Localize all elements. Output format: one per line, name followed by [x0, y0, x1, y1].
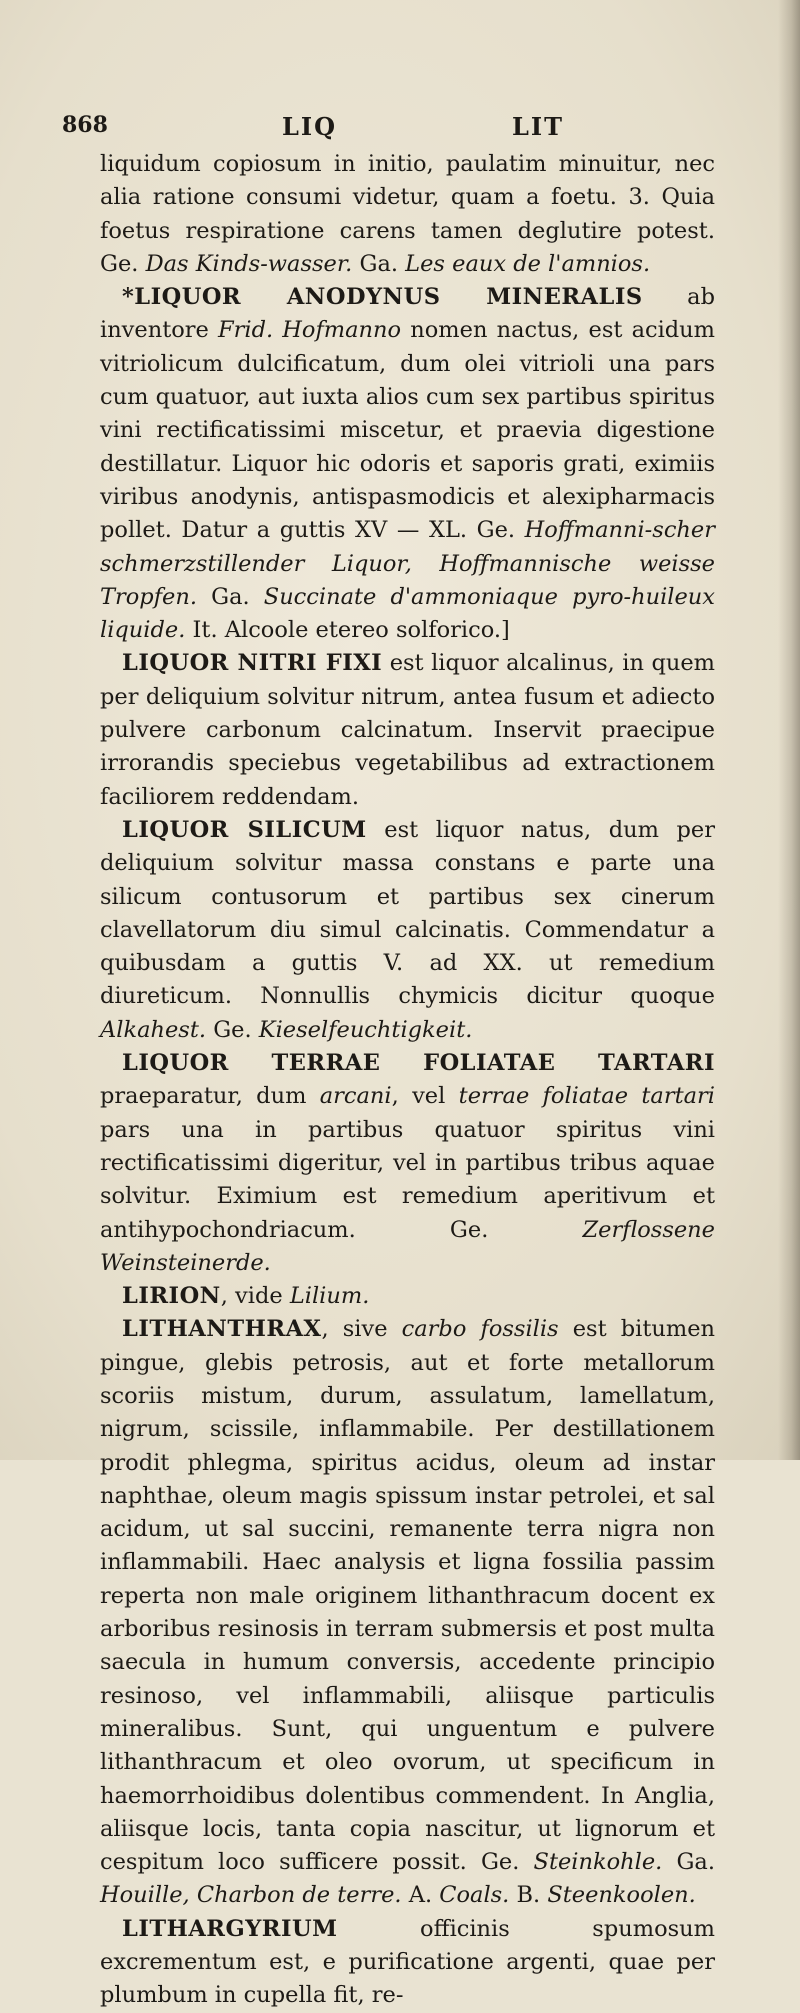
italic-text: Das Kinds-wasser. — [145, 250, 353, 277]
page-edge-shadow — [778, 0, 800, 1460]
italic-text: Coals. — [439, 1882, 510, 1909]
dictionary-entry — [100, 1313, 715, 1912]
entry-text: nomen nactus, est acidum vitriolicum dulcificatum, dum olei vitrioli una pars cum quatuor, aut iuxta alios cum sex partibus spiritus vini rectificatissimi miscetur, et praevia digestione destillatur. Liquor hic odoris et saporis grati, eximiis viribus anodynis, antispasmodicis et alexipharmacis pollet. Datur a guttis XV — XL. Ge. — [100, 317, 716, 544]
entry-text: est liquor alcalinus, in quem per deliquium solvitur nitrum, antea fusum et adiecto pulvere carbonum calcinatum. Inservit praecipue irrorandis speciebus vegetabilibus ad extractionem faciliorem reddendam. — [100, 650, 715, 810]
dictionary-entry — [100, 647, 715, 813]
italic-text: terrae foliatae tartari — [458, 1083, 715, 1110]
entry-text: Ga. — [662, 1849, 715, 1876]
italic-text: carbo fossilis — [401, 1316, 559, 1343]
running-header — [0, 112, 800, 152]
entry-text: est liquor natus, dum per deliquium solvitur massa constans e parte una silicum contusorum et partibus sex cinerum clavellatorum diu simul calcinatis. Commendatur a quibusdam a guttis V. ad XX. ut remedium diureticum. Nonnullis chymicis dicitur quoque — [100, 816, 715, 1010]
entry-headword: LIQUOR NITRI FIXI — [122, 650, 383, 677]
italic-text: Succinate d'ammoniaque pyro-huileux liquide. — [100, 583, 715, 644]
entry-continuation — [100, 148, 715, 281]
entry-text: A. — [401, 1882, 440, 1909]
italic-text: Steinkohle. — [533, 1849, 663, 1876]
page-number: 868 — [62, 112, 108, 138]
dictionary-entry — [100, 281, 715, 647]
right-guide-word: LIT — [512, 112, 564, 141]
entry-text: officinis spumosum excrementum est, e purificatione argenti, quae per plumbum in cupella fit, re- — [100, 1915, 715, 2009]
entry-text: pars una in partibus quatuor spiritus vini rectificatissimi digeritur, vel in partibus tribus aquae solvitur. Eximium est remedium aperitivum et antihypochondriacum. Ge. — [100, 1116, 715, 1243]
italic-text: Steenkoolen. — [547, 1882, 696, 1909]
left-guide-word: LIQ — [282, 112, 338, 141]
entry-headword: LITHARGYRIUM — [122, 1915, 338, 1942]
entry-headword: LIQUOR TERRAE FOLIATAE TARTARI — [122, 1050, 715, 1077]
italic-text: Kieselfeuchtigkeit. — [258, 1016, 473, 1043]
dictionary-body — [100, 148, 715, 2013]
entry-headword: LITHANTHRAX — [122, 1316, 322, 1343]
italic-text: Zerflossene Weinsteinerde. — [100, 1216, 715, 1276]
dictionary-entry — [100, 1047, 715, 1280]
entry-headword: LIRION — [122, 1283, 221, 1310]
dictionary-entry — [100, 814, 715, 1047]
entry-text: ab inventore — [100, 284, 715, 344]
entry-headword: *LIQUOR ANODYNUS MINERALIS — [122, 284, 643, 311]
italic-text: Les eaux de l'amnios. — [405, 250, 651, 277]
entry-text: Ga. — [352, 250, 406, 277]
entry-text: B. — [509, 1882, 548, 1909]
entry-text: est bitumen pingue, glebis petrosis, aut et forte metallorum scoriis mistum, durum, assulatum, lamellatum, nigrum, scissile, inflammabile. Per destillationem prodit phlegma, spiritus acidus, oleum ad instar naphthae, oleum magis spissum instar petrolei, et sal acidum, ut sal succini, remanente terra nigra non inflammabili. Haec analysis et ligna fossilia passim reperta non male originem lithanthracum docent ex arboribus resinosis in terram submersis et post multa saecula in humum conversis, accedente principio resinoso, vel inflammabili, aliisque particulis mineralibus. Sunt, qui unguentum e pulvere lithanthracum et oleo ovorum, ut specificum in haemorrhoidibus dolentibus commendent. In Anglia, aliisque locis, tanta copia nascitur, ut lignorum et cespitum loco sufficere possit. Ge. — [100, 1316, 715, 1876]
dictionary-entry — [100, 1280, 715, 1313]
italic-text: Lilium. — [289, 1283, 370, 1310]
entry-text: praeparatur, dum — [100, 1083, 320, 1110]
entry-headword: LIQUOR SILICUM — [122, 816, 367, 843]
entry-text: Ga. — [197, 583, 264, 610]
italic-text: Alkahest. — [100, 1016, 207, 1043]
italic-text: Houille, Charbon de terre. — [100, 1882, 402, 1909]
entry-text: , sive — [321, 1316, 402, 1343]
italic-text: Frid. Hofmanno — [218, 317, 402, 344]
entry-text: , vel — [391, 1083, 459, 1110]
dictionary-entry — [100, 1913, 715, 2013]
entry-text: , vide — [220, 1283, 290, 1310]
italic-text: Hoffmanni-scher schmerzstillender Liquor, Hoffmannische weisse Tropfen. — [100, 517, 715, 610]
entry-text: Ge. — [206, 1016, 259, 1043]
entry-text: It. Alcoole etereo solforico.] — [185, 617, 510, 644]
italic-text: arcani — [319, 1083, 392, 1110]
entry-text: liquidum copiosum in initio, paulatim minuitur, nec alia ratione consumi videtur, quam a foetu. 3. Quia foetus respiratione carens tamen deglutire potest. Ge. — [100, 151, 715, 277]
